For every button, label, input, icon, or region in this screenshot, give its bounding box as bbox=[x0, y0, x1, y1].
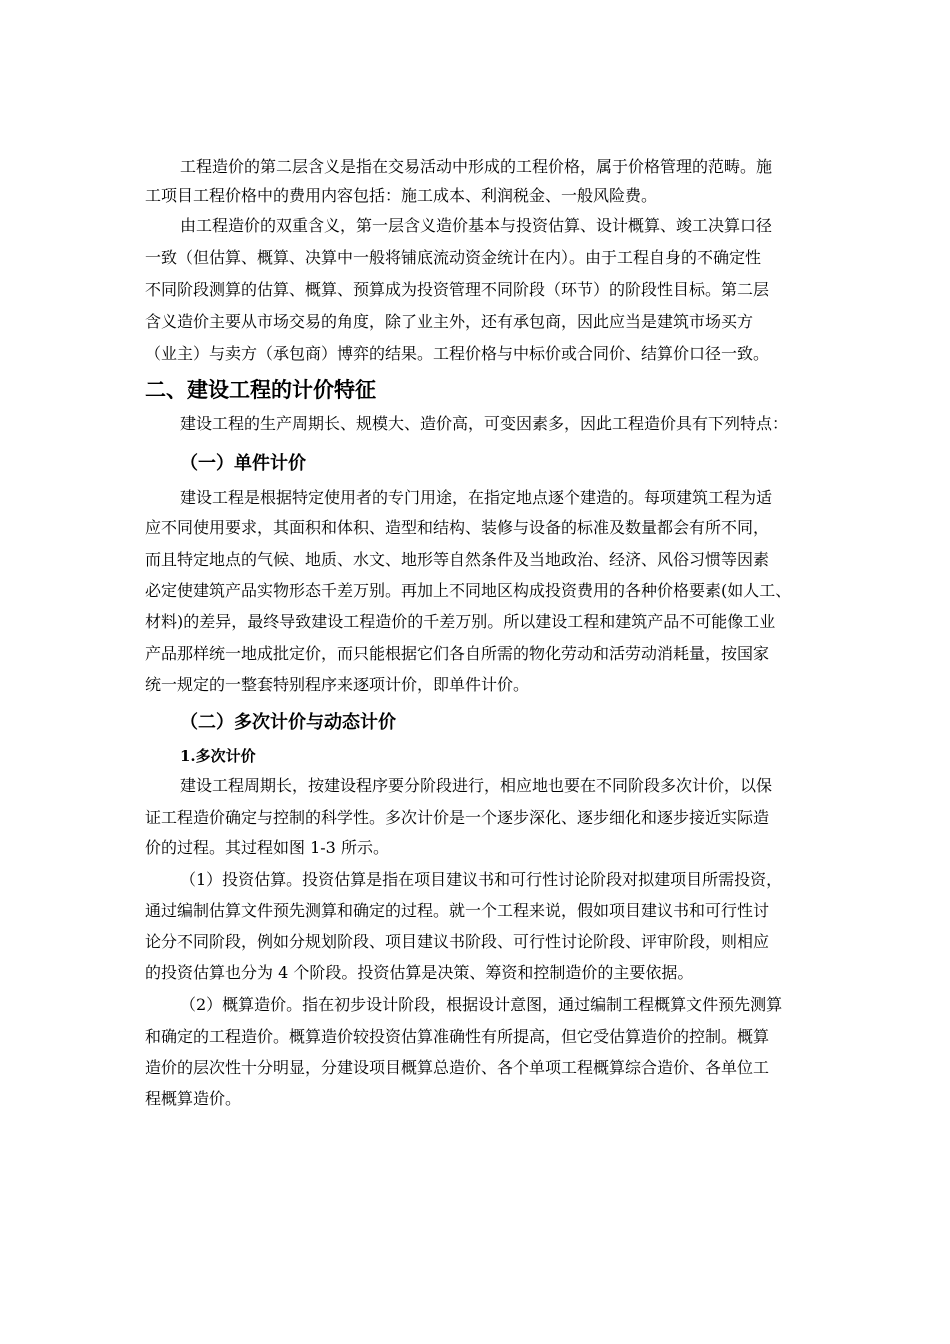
paragraph-line: 造价的层次性十分明显，分建设项目概算总造价、各个单项工程概算综合造价、各单位工 bbox=[145, 1058, 770, 1077]
paragraph-line: 程概算造价。 bbox=[145, 1089, 242, 1108]
paragraph-line: 和确定的工程造价。概算造价较投资估算准确性有所提高，但它受估算造价的控制。概算 bbox=[145, 1027, 770, 1046]
paragraph-line: 产品那样统一地成批定价，而只能根据它们各自所需的物化劳动和活劳动消耗量，按国家 bbox=[145, 644, 770, 663]
paragraph-line: 建设工程周期长，按建设程序要分阶段进行，相应地也要在不同阶段多次计价，以保 bbox=[180, 776, 773, 795]
subsection-heading: （二）多次计价与动态计价 bbox=[180, 712, 396, 733]
paragraph-line: 而且特定地点的气候、地质、水文、地形等自然条件及当地政治、经济、风俗习惯等因素 bbox=[145, 550, 770, 569]
paragraph-line: 统一规定的一整套特别程序来逐项计价，即单件计价。 bbox=[145, 675, 530, 694]
paragraph-line: （2）概算造价。指在初步设计阶段，根据设计意图，通过编制工程概算文件预先测算 bbox=[180, 995, 783, 1014]
paragraph-line: 工项目工程价格中的费用内容包括：施工成本、利润税金、一般风险费。 bbox=[145, 186, 658, 205]
paragraph-line: 不同阶段测算的估算、概算、预算成为投资管理不同阶段（环节）的阶段性目标。第二层 bbox=[145, 280, 770, 299]
paragraph-line: （业主）与卖方（承包商）博弈的结果。工程价格与中标价或合同价、结算价口径一致。 bbox=[145, 344, 770, 363]
paragraph-line: 一致（但估算、概算、决算中一般将铺底流动资金统计在内）。由于工程自身的不确定性 bbox=[145, 248, 762, 267]
paragraph-line: 价的过程。其过程如图 1-3 所示。 bbox=[145, 838, 389, 857]
paragraph-line: 应不同使用要求，其面积和体积、造型和结构、装修与设备的标准及数量都会有所不同， bbox=[145, 518, 770, 537]
subsubsection-heading: 1.多次计价 bbox=[180, 747, 256, 765]
paragraph-line: 由工程造价的双重含义，第一层含义造价基本与投资估算、设计概算、竣工决算口径 bbox=[180, 216, 773, 235]
paragraph-line: 通过编制估算文件预先测算和确定的过程。就一个工程来说，假如项目建议书和可行性讨 bbox=[145, 901, 770, 920]
section-heading: 二、建设工程的计价特征 bbox=[145, 377, 376, 402]
paragraph-line: 证工程造价确定与控制的科学性。多次计价是一个逐步深化、逐步细化和逐步接近实际造 bbox=[145, 808, 770, 827]
paragraph-line: 必定使建筑产品实物形态千差万别。再加上不同地区构成投资费用的各种价格要素(如人工、 bbox=[145, 581, 792, 600]
paragraph-line: 论分不同阶段，例如分规划阶段、项目建议书阶段、可行性讨论阶段、评审阶段，则相应 bbox=[145, 932, 770, 951]
subsection-heading: （一）单件计价 bbox=[180, 453, 306, 474]
paragraph-line: （1）投资估算。投资估算是指在项目建议书和可行性讨论阶段对拟建项目所需投资， bbox=[180, 870, 783, 889]
paragraph-line: 材料)的差异，最终导致建设工程造价的千差万别。所以建设工程和建筑产品不可能像工业 bbox=[145, 612, 776, 631]
paragraph-line: 工程造价的第二层含义是指在交易活动中形成的工程价格，属于价格管理的范畴。施 bbox=[180, 157, 773, 176]
paragraph-line: 的投资估算也分为 4 个阶段。投资估算是决策、筹资和控制造价的主要依据。 bbox=[145, 963, 694, 982]
paragraph-line: 建设工程的生产周期长、规模大、造价高，可变因素多，因此工程造价具有下列特点： bbox=[180, 414, 789, 433]
paragraph-line: 建设工程是根据特定使用者的专门用途，在指定地点逐个建造的。每项建筑工程为适 bbox=[180, 488, 773, 507]
paragraph-line: 含义造价主要从市场交易的角度，除了业主外，还有承包商，因此应当是建筑市场买方 bbox=[145, 312, 754, 331]
